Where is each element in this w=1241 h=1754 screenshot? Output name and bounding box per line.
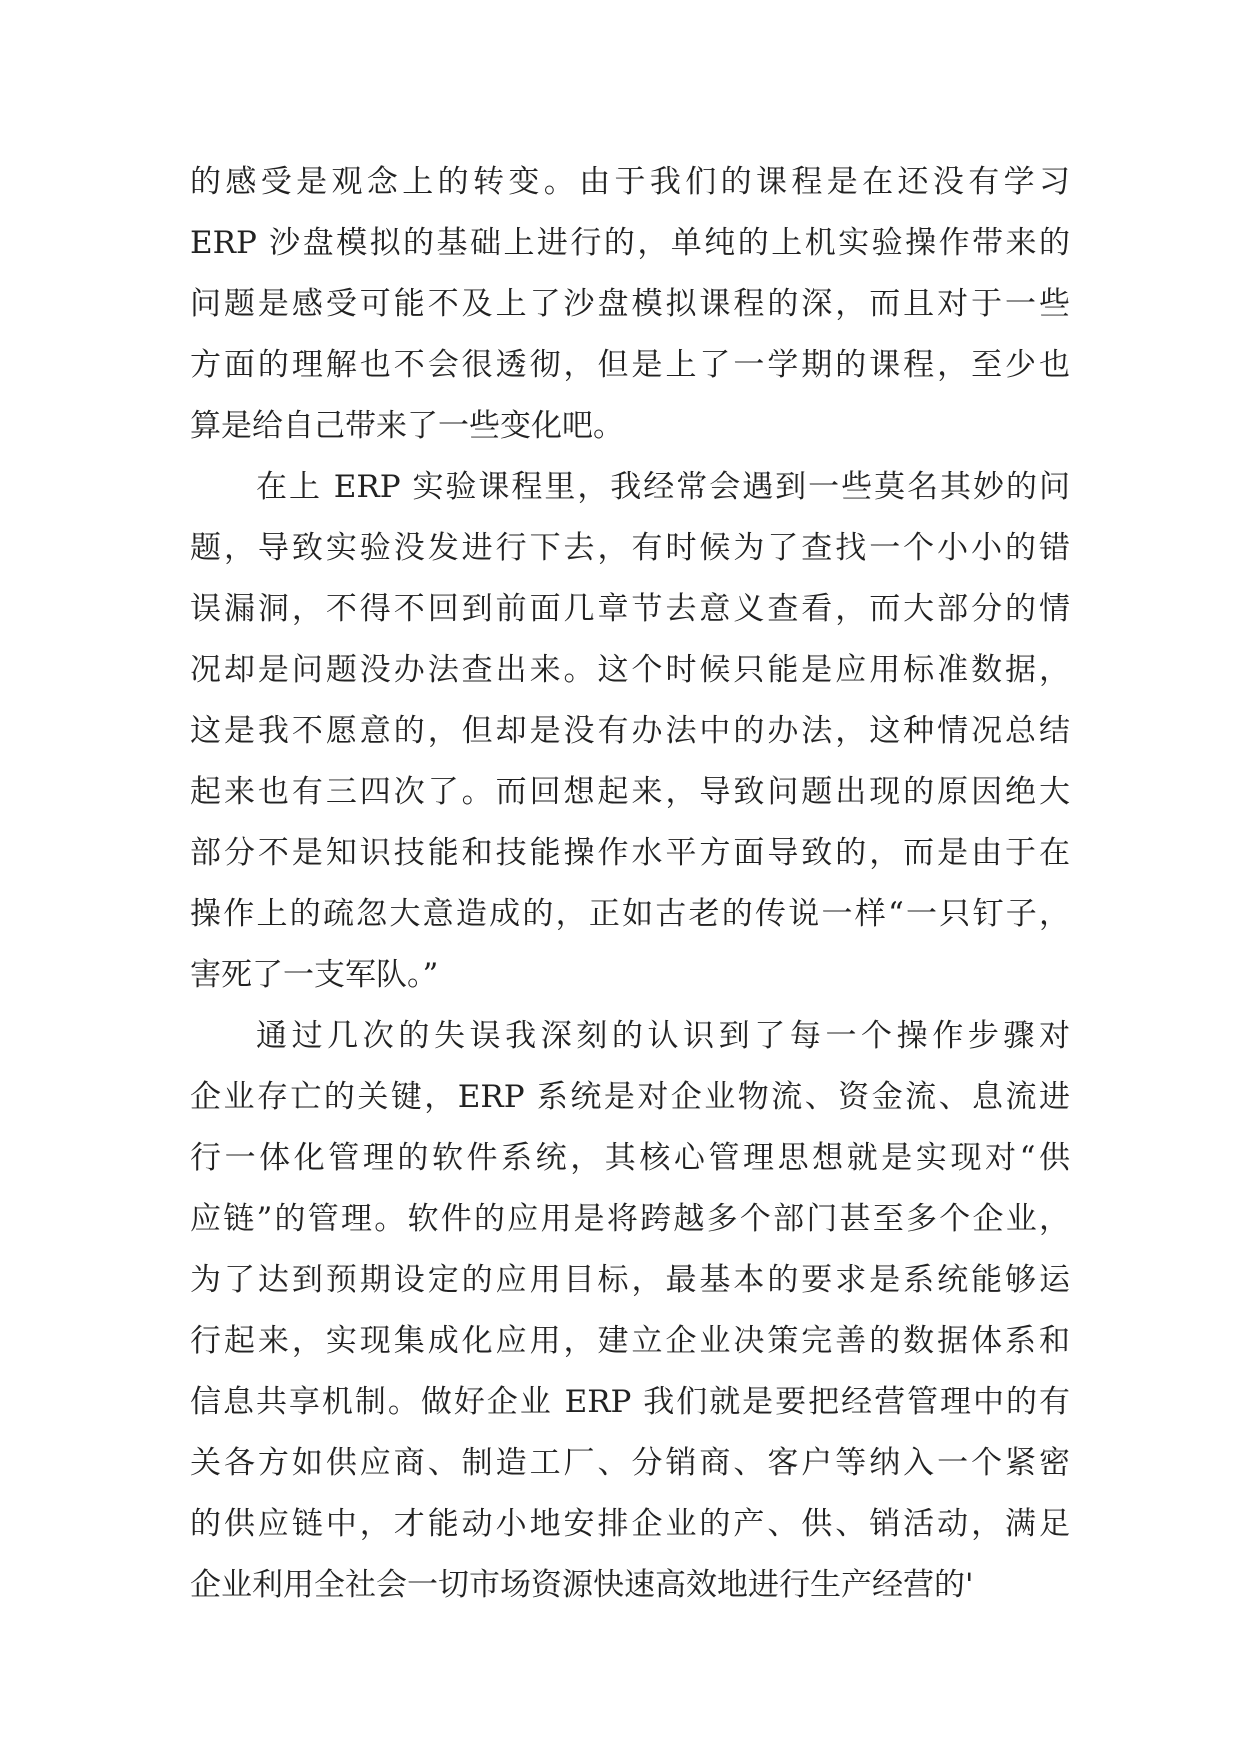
text-line: 题，导致实验没发进行下去，有时候为了查找一个小小的错: [190, 530, 1070, 566]
text-line: 应链”的管理。软件的应用是将跨越多个部门甚至多个企业，: [190, 1201, 1070, 1237]
text-line: 的感受是观念上的转变。由于我们的课程是在还没有学习: [190, 164, 1070, 200]
text-line: 企业存亡的关键，ERP 系统是对企业物流、资金流、息流进: [190, 1079, 1070, 1115]
text-line: 况却是问题没办法查出来。这个时候只能是应用标准数据，: [190, 652, 1070, 688]
paragraph-first-line: 在上 ERP 实验课程里，我经常会遇到一些莫名其妙的问: [256, 469, 1070, 505]
text-line: 起来也有三四次了。而回想起来，导致问题出现的原因绝大: [190, 774, 1070, 810]
text-line: 行起来，实现集成化应用，建立企业决策完善的数据体系和: [190, 1323, 1070, 1359]
text-line: 为了达到预期设定的应用目标，最基本的要求是系统能够运: [190, 1262, 1070, 1298]
text-line: 这是我不愿意的，但却是没有办法中的办法，这种情况总结: [190, 713, 1070, 749]
text-line: 问题是感受可能不及上了沙盘模拟课程的深，而且对于一些: [190, 286, 1070, 322]
text-line: 信息共享机制。做好企业 ERP 我们就是要把经营管理中的有: [190, 1384, 1070, 1420]
text-line: 误漏洞，不得不回到前面几章节去意义查看，而大部分的情: [190, 591, 1070, 627]
text-line: 企业利用全社会一切市场资源快速高效地进行生产经营的': [190, 1567, 974, 1603]
text-line: 部分不是知识技能和技能操作水平方面导致的，而是由于在: [190, 835, 1070, 871]
paragraph-first-line: 通过几次的失误我深刻的认识到了每一个操作步骤对: [256, 1018, 1070, 1054]
text-line: 操作上的疏忽大意造成的，正如古老的传说一样“一只钉子，: [190, 896, 1070, 932]
text-line: 关各方如供应商、制造工厂、分销商、客户等纳入一个紧密: [190, 1445, 1070, 1481]
text-line: 算是给自己带来了一些变化吧。: [190, 408, 624, 444]
body-text: [190, 152, 1070, 1616]
text-line: 方面的理解也不会很透彻，但是上了一学期的课程，至少也: [190, 347, 1070, 383]
text-line: 害死了一支军队。”: [190, 957, 439, 993]
text-line: 行一体化管理的软件系统，其核心管理思想就是实现对“供: [190, 1140, 1070, 1176]
text-line: ERP 沙盘模拟的基础上进行的，单纯的上机实验操作带来的: [190, 225, 1070, 261]
text-line: 的供应链中，才能动小地安排企业的产、供、销活动，满足: [190, 1506, 1070, 1542]
